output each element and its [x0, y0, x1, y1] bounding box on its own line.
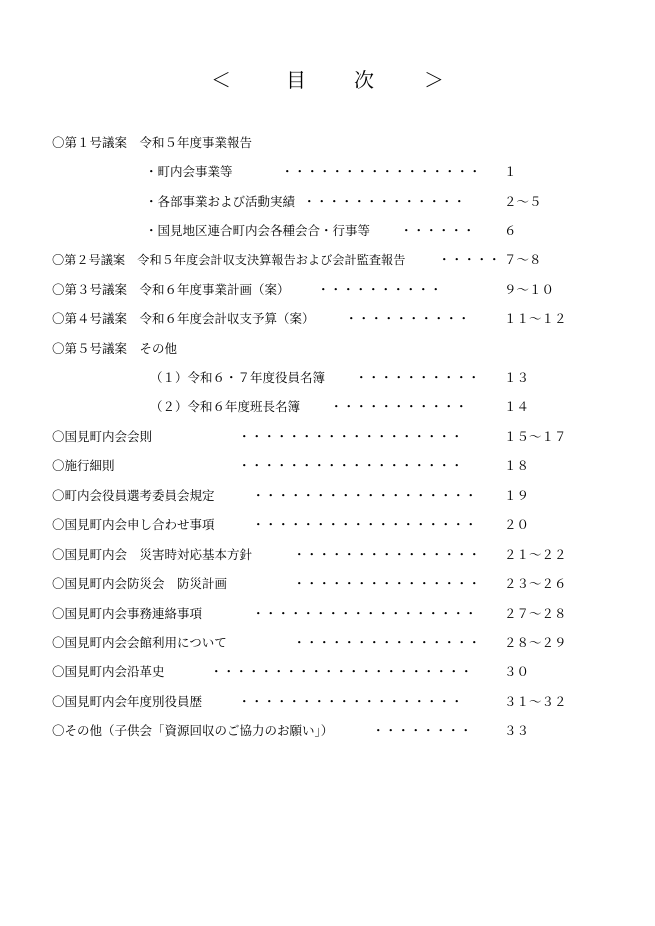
toc-entry-label: （２）令和６年度班長名簿: [150, 399, 301, 414]
title-right-bracket: ＞: [424, 68, 444, 92]
toc-leader-dots: ・・・・・・・・・・・・・・・・・・: [238, 458, 464, 473]
toc-entry: [0, 721, 655, 741]
toc-leader-dots: ・・・・・・・・・・: [317, 282, 443, 297]
toc-entry-label: 〇その他（子供会「資源回収のご協力のお願い」）: [52, 723, 334, 738]
toc-entry-label: 〇第１号議案 令和５年度事業報告: [52, 135, 253, 150]
toc-leader-dots: ・・・・・・・・・・: [355, 370, 481, 385]
toc-entry: [0, 397, 655, 417]
toc-entry-label: 〇第２号議案 令和５年度会計収支決算報告および会計監査報告: [52, 253, 406, 267]
toc-leader-dots: ・・・・・・・・・・・・・・・・・・: [238, 429, 464, 444]
toc-leader-dots: ・・・・・・・・・・・・・: [303, 194, 466, 209]
toc-entry: [0, 456, 655, 476]
toc-entry: [0, 192, 655, 212]
toc-entry: [0, 250, 655, 270]
toc-page-number: ６: [504, 223, 517, 238]
toc-page-number: ２８～２９: [504, 635, 567, 650]
toc-page-number: ９～１０: [504, 282, 555, 297]
toc-entry: [0, 545, 655, 565]
toc-leader-dots: ・・・・・・・・・・・・・・・・・・・・・: [210, 664, 473, 679]
toc-entry: [0, 221, 655, 241]
toc-entry-label: 〇第３号議案 令和６年度事業計画（案）: [52, 282, 290, 297]
toc-leader-dots: ・・・・・: [438, 252, 501, 267]
toc-entry-label: （１）令和６・７年度役員名簿: [150, 370, 326, 385]
toc-entry: [0, 662, 655, 682]
toc-entry-label: ・町内会事業等: [145, 164, 233, 179]
title-char-1: 目: [286, 68, 306, 92]
toc-entry-label: ・国見地区連合町内会各種会合・行事等: [145, 223, 371, 238]
title-left-bracket: ＜: [211, 68, 231, 92]
toc-entry: [0, 427, 655, 447]
toc-page-number: ２７～２８: [504, 606, 567, 621]
toc-leader-dots: ・・・・・・・・・・・・・・・・・・: [252, 517, 478, 532]
toc-page-number: ２～５: [504, 194, 542, 209]
toc-entry-label: 〇国見町内会年度別役員歴: [52, 694, 203, 709]
toc-entry-label: 〇国見町内会 災害時対応基本方針: [52, 547, 253, 562]
toc-page-number: ３０: [504, 664, 530, 679]
toc-entry: [0, 280, 655, 300]
toc-entry: [0, 604, 655, 624]
toc-leader-dots: ・・・・・・・・・・: [345, 311, 471, 326]
toc-leader-dots: ・・・・・・・・: [372, 723, 473, 738]
toc-page-number: １８: [504, 458, 530, 473]
toc-entry-label: 〇国見町内会申し合わせ事項: [52, 517, 215, 532]
toc-leader-dots: ・・・・・・・・・・・・・・・・: [281, 164, 482, 179]
toc-entry: [0, 162, 655, 182]
toc-page-number: ２３～２６: [504, 576, 567, 591]
toc-page-number: １１～１２: [504, 311, 567, 326]
toc-page-number: ２１～２２: [504, 547, 567, 562]
toc-page-number: １５～１７: [504, 429, 567, 444]
toc-entry-label: 〇国見町内会会則: [52, 429, 153, 444]
toc-entry-label: 〇国見町内会事務連絡事項: [52, 606, 203, 621]
toc-entry: [0, 368, 655, 388]
toc-page-number: ７～８: [504, 252, 542, 267]
toc-page-number: １３: [504, 370, 530, 385]
toc-leader-dots: ・・・・・・・・・・・・・・・: [293, 576, 481, 591]
toc-page-number: １９: [504, 488, 530, 503]
toc-leader-dots: ・・・・・・・・・・・: [330, 399, 468, 414]
title-char-2: 次: [354, 68, 374, 92]
toc-entry: [0, 486, 655, 506]
toc-leader-dots: ・・・・・・・・・・・・・・・・・・: [252, 606, 478, 621]
toc-leader-dots: ・・・・・・・・・・・・・・・: [293, 547, 481, 562]
toc-entry-label: 〇町内会役員選考委員会規定: [52, 488, 215, 503]
toc-leader-dots: ・・・・・・・・・・・・・・・: [293, 635, 481, 650]
toc-page-number: １: [504, 164, 517, 179]
toc-entry-label: 〇国見町内会沿革史: [52, 664, 165, 679]
toc-entry: [0, 692, 655, 712]
toc-entry: [0, 515, 655, 535]
toc-page-number: １４: [504, 399, 530, 414]
toc-entry-label: 〇第５号議案 その他: [52, 341, 178, 356]
toc-entry: [0, 309, 655, 329]
toc-entry-label: 〇施行細則: [52, 458, 115, 473]
toc-entry-label: 〇国見町内会会館利用について: [52, 635, 227, 650]
toc-page-number: ２０: [504, 517, 530, 532]
toc-entry-label: 〇第４号議案 令和６年度会計収支予算（案）: [52, 311, 315, 326]
toc-entry-label: ・各部事業および活動実績: [145, 194, 296, 209]
toc-entry: [0, 339, 655, 359]
toc-entry: [0, 633, 655, 653]
toc-entry: [0, 574, 655, 594]
toc-leader-dots: ・・・・・・・・・・・・・・・・・・: [238, 694, 464, 709]
toc-leader-dots: ・・・・・・・・・・・・・・・・・・: [252, 488, 478, 503]
toc-entry: [0, 133, 655, 153]
toc-page-number: ３１～３２: [504, 694, 567, 709]
toc-leader-dots: ・・・・・・: [400, 223, 476, 238]
toc-entry-label: 〇国見町内会防災会 防災計画: [52, 576, 228, 591]
toc-page-number: ３３: [504, 723, 530, 738]
